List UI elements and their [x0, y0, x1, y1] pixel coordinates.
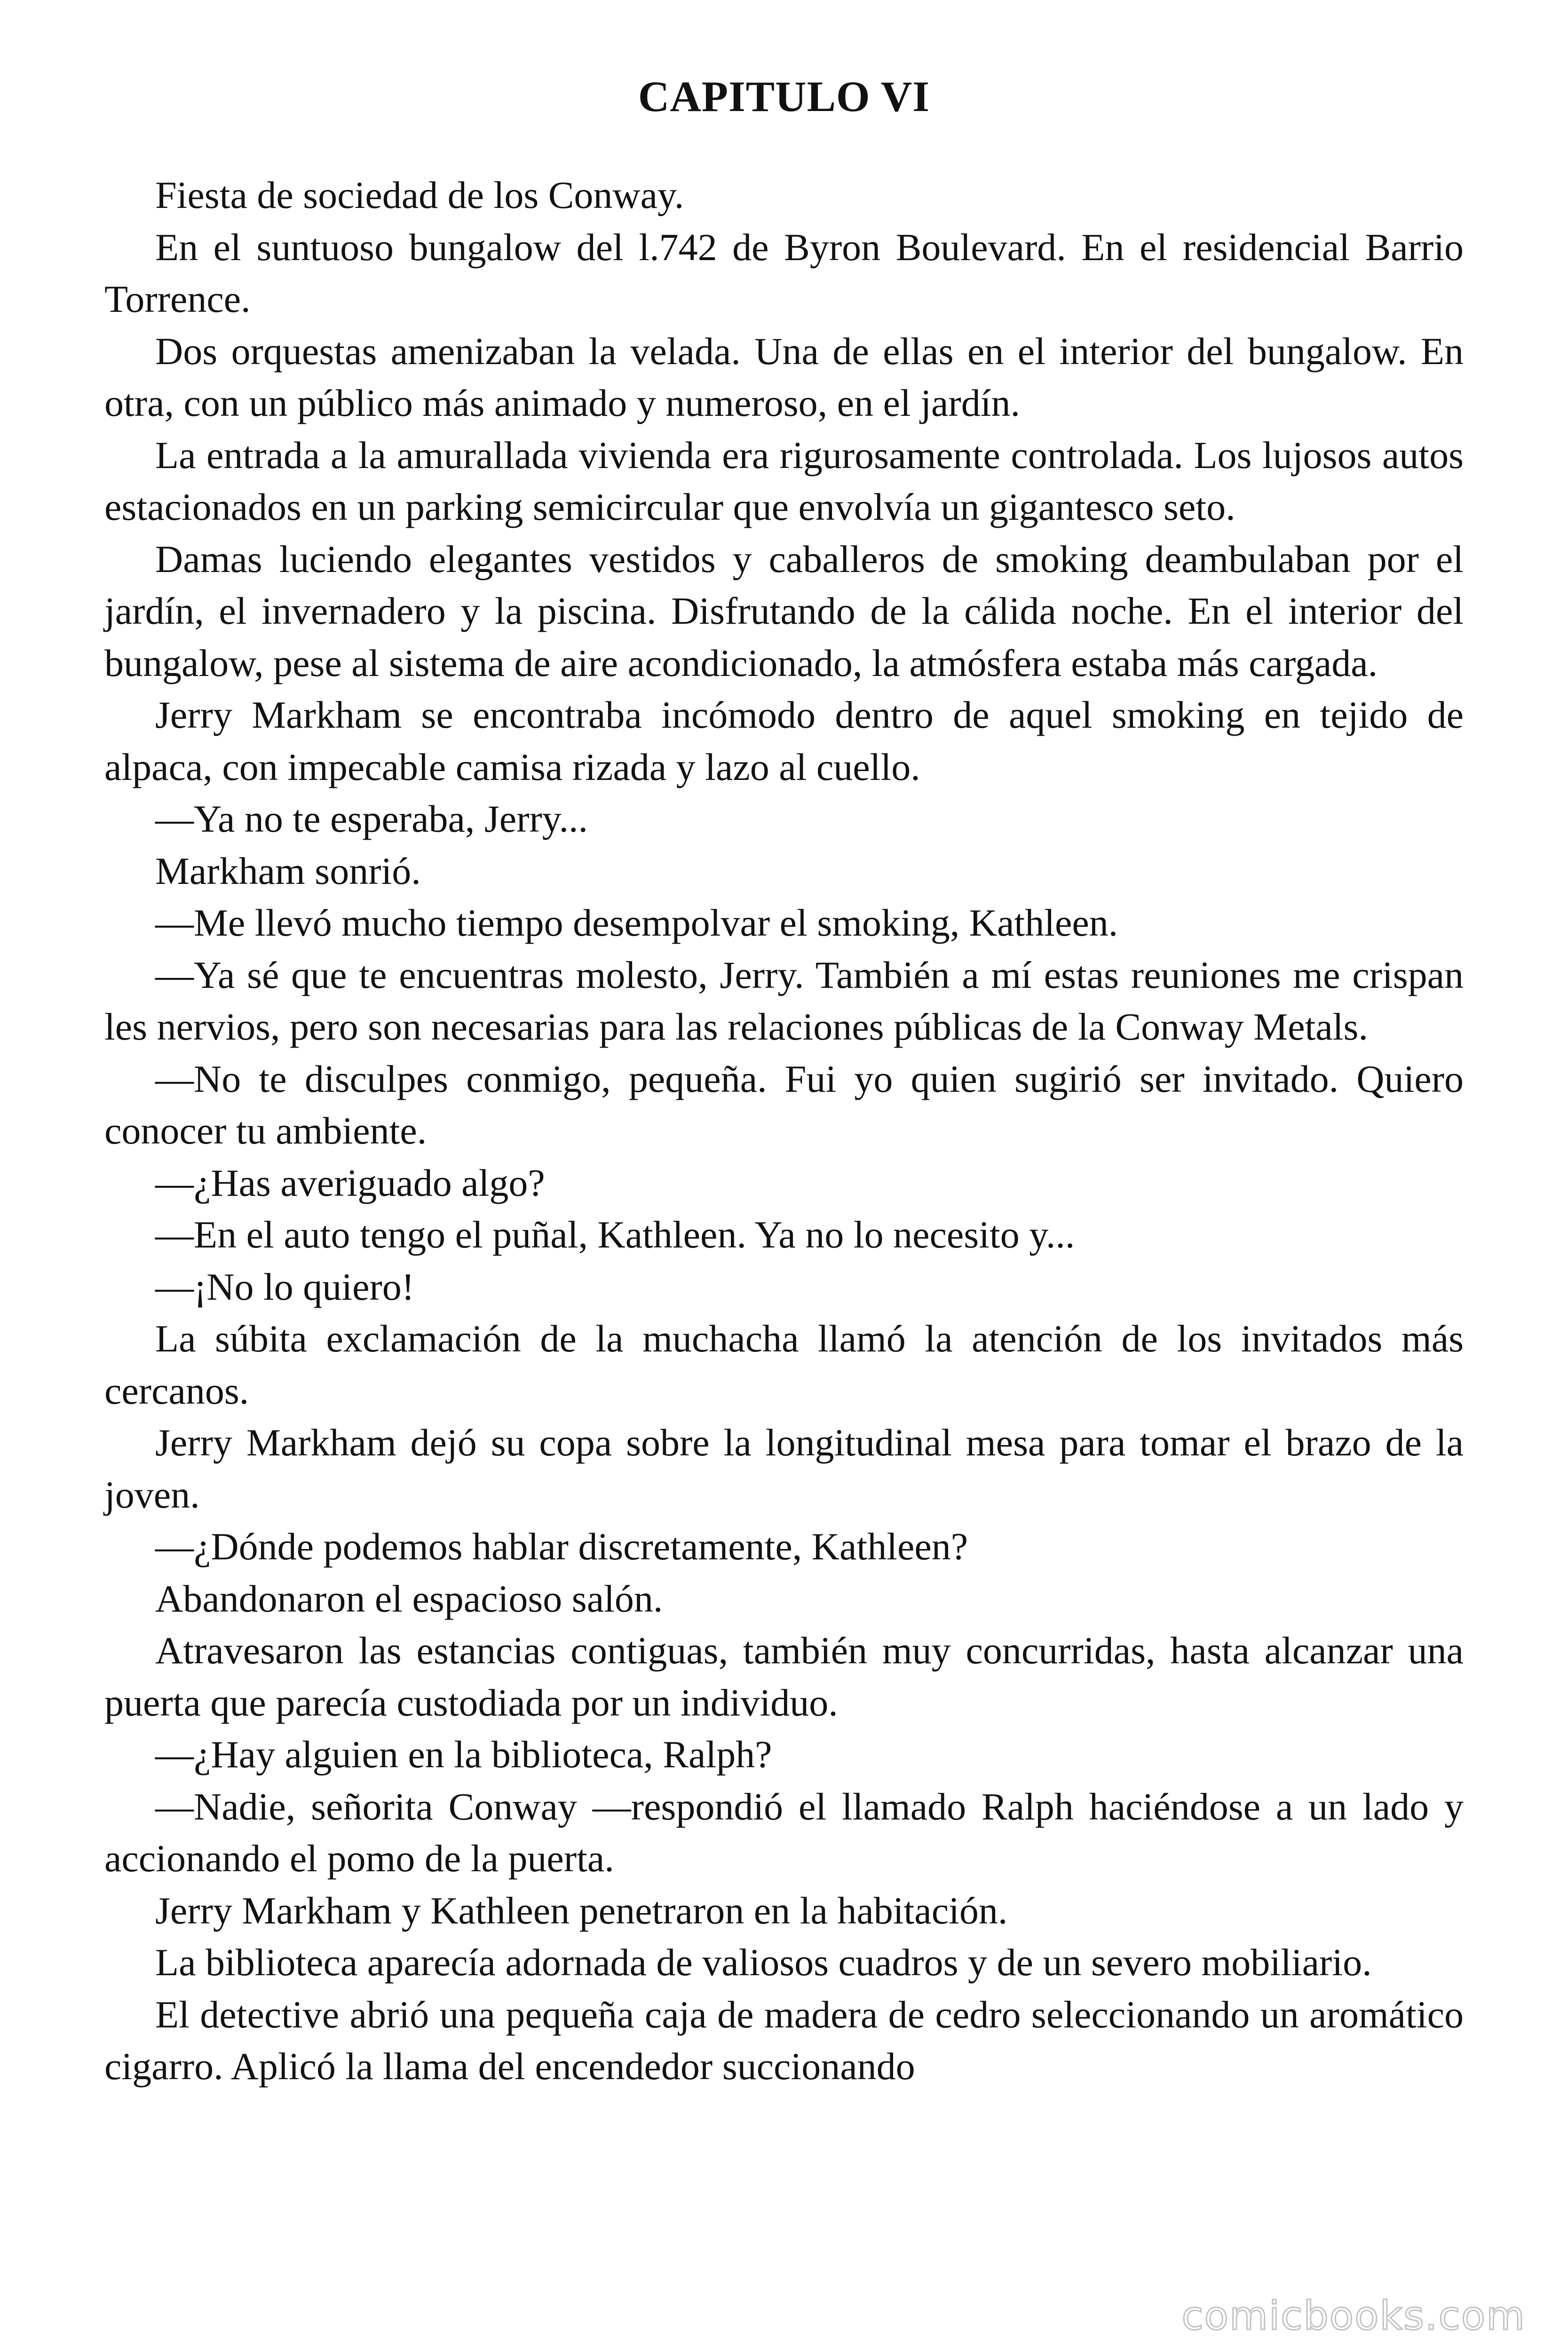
- paragraph: Atravesaron las estancias contiguas, también muy concurridas, hasta alcanzar una puerta que parecía custodiada por un individuo.: [104, 1629, 1464, 1724]
- chapter-body: [104, 169, 1464, 2093]
- chapter-title: CAPITULO VI: [638, 72, 930, 120]
- paragraph: El detective abrió una pequeña caja de madera de cedro seleccionando un aromático cigarro. Aplicó la llama del encendedor succionando: [104, 1993, 1464, 2088]
- paragraph: Jerry Markham dejó su copa sobre la longitudinal mesa para tomar el brazo de la joven.: [104, 1421, 1464, 1516]
- paragraph: Dos orquestas amenizaban la velada. Una de ellas en el interior del bungalow. En otra, con un público más animado y numeroso, en el jardín.: [104, 329, 1464, 424]
- paragraph: Damas luciendo elegantes vestidos y caballeros de smoking deambulaban por el jardín, el invernadero y la piscina. Disfrutando de la cálida noche. En el interior del bungalow, pese al sistema de aire acondicionado, la atmósfera estaba más cargada.: [104, 537, 1464, 684]
- paragraph: En el suntuoso bungalow del l.742 de Byron Boulevard. En el residencial Barrio Torrence.: [104, 225, 1464, 320]
- paragraph: Jerry Markham y Kathleen penetraron en la habitación.: [155, 1889, 1008, 1932]
- paragraph: —¿Has averiguado algo?: [155, 1161, 545, 1204]
- paragraph: —¿Hay alguien en la biblioteca, Ralph?: [155, 1733, 772, 1776]
- paragraph: Abandonaron el espacioso salón.: [155, 1577, 663, 1620]
- paragraph: —Ya sé que te encuentras molesto, Jerry. También a mí estas reuniones me crispan les nervios, pero son necesarias para las relaciones públicas de la Conway Metals.: [104, 953, 1464, 1048]
- paragraph: Jerry Markham se encontraba incómodo dentro de aquel smoking en tejido de alpaca, con impecable camisa rizada y lazo al cuello.: [104, 693, 1464, 788]
- paragraph: —Me llevó mucho tiempo desempolvar el smoking, Kathleen.: [155, 901, 1118, 944]
- paragraph: Markham sonrió.: [155, 849, 421, 892]
- paragraph: La biblioteca aparecía adornada de valiosos cuadros y de un severo mobiliario.: [155, 1941, 1372, 1984]
- watermark-logo: comicbooks.com: [1181, 2293, 1526, 2339]
- paragraph: La súbita exclamación de la muchacha llamó la atención de los invitados más cercanos.: [104, 1317, 1464, 1412]
- paragraph: —No te disculpes conmigo, pequeña. Fui yo quien sugirió ser invitado. Quiero conocer tu ambiente.: [104, 1057, 1464, 1152]
- paragraph: —¡No lo quiero!: [155, 1265, 415, 1308]
- paragraph: —Ya no te esperaba, Jerry...: [155, 797, 588, 840]
- paragraph: Fiesta de sociedad de los Conway.: [155, 174, 684, 216]
- paragraph: La entrada a la amurallada vivienda era rigurosamente controlada. Los lujosos autos estacionados en un parking semicircular que envolvía un gigantesco seto.: [104, 433, 1464, 528]
- paragraph: —Nadie, señorita Conway —respondió el llamado Ralph haciéndose a un lado y accionando el pomo de la puerta.: [104, 1785, 1464, 1880]
- paragraph: —¿Dónde podemos hablar discretamente, Kathleen?: [155, 1525, 968, 1568]
- paragraph: —En el auto tengo el puñal, Kathleen. Ya no lo necesito y...: [155, 1213, 1075, 1256]
